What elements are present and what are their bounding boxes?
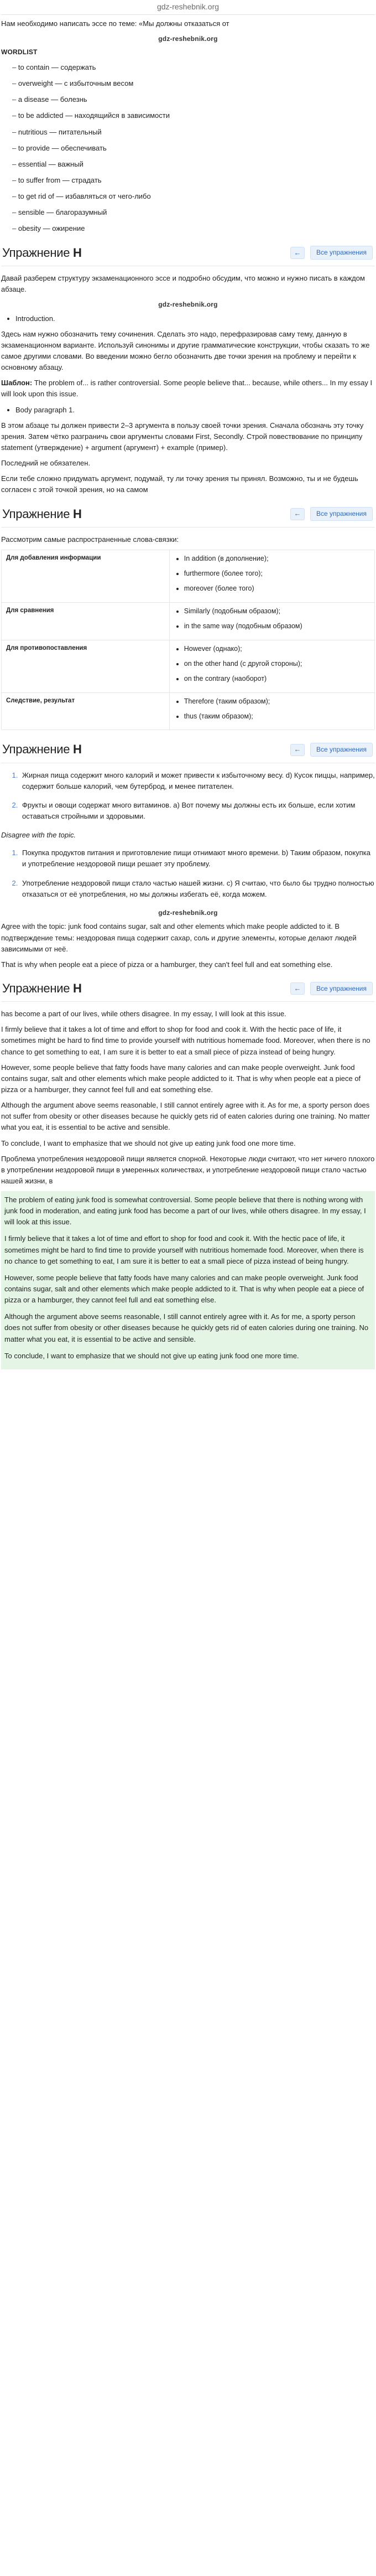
wordlist-item: – essential — важный [12, 159, 375, 170]
model-paragraph: The problem of eating junk food is somewhat controversial. Some people believe that there is nothing wrong with junk food in moderation, and eating junk food has become a part of our lives, while others disagree. In my essay, I will look at this issue. [4, 1196, 366, 1227]
list-item: • thus (таким образом); [184, 711, 370, 722]
exercise-nav [290, 507, 373, 521]
list-item: • However (однако); [184, 644, 370, 654]
wordlist-item: – to get rid of — избавляться от чего-либо [12, 191, 375, 202]
exercise-nav [290, 246, 373, 260]
exercise-title: Упражнение H [2, 245, 82, 260]
linking-words-table [1, 550, 375, 731]
arguments-list [20, 770, 375, 823]
table-category: Для противопоставления [2, 640, 170, 692]
exercise-nav [290, 743, 373, 757]
list-item: • moreover (более того) [184, 583, 370, 594]
body-heading: • Body paragraph 1. [15, 405, 375, 416]
model-paragraph: I firmly believe that it takes a lot of time and effort to shop for food and cook it. With the hectic pace of life, it sometimes might be hard to find time to provide yourself with nutritious homemade food. Moreover, when there is no chance to get something to eat, I am sure it is better to eat a small piece of pizza instead of being hungry. [4, 1234, 364, 1265]
list-item: • In addition (в дополнение); [184, 554, 370, 564]
list-item: 1. Покупка продуктов питания и приготовление пищи отнимают много времени. b) Таким образом, покупка и употребление нездоровой пищи решает эту проблему. [20, 847, 375, 870]
list-item: • Similarly (подобным образом); [184, 606, 370, 617]
wordlist-item: – to contain — содержать [12, 62, 375, 73]
links-intro: Рассмотрим самые распространенные слова-связки: [1, 535, 179, 544]
structure-paragraph: Здесь нам нужно обозначить тему сочинения. Сделать это надо, перефразировав саму тему, данную в экзаменационном варианте. Используй синонимы и другие грамматические конструкции, чтобы сказать то же самое другими словами. Во введении можно бегло обозначить две точки зрения на проблему и перейти к основному абзацу. [1, 329, 370, 372]
wordlist-item: – overweight — с избыточным весом [12, 78, 375, 89]
arguments-list [20, 847, 375, 900]
english-paragraph: That is why when people eat a piece of pizza or a hamburger, they can't feel full and eat something else. [1, 960, 333, 969]
prev-exercise-button[interactable]: ← [290, 508, 305, 520]
list-item: • furthermore (более того); [184, 568, 370, 579]
template-text: Шаблон: The problem of... is rather controversial. Some people believe that... because, while others... In my essay I will look upon this issue. [1, 379, 373, 399]
list-item: 2. Употребление нездоровой пищи стало частью нашей жизни. c) Я считаю, что было бы трудно полностью отказаться от её употребления, но мы должны избегать её, когда можем. [20, 878, 375, 900]
watermark: gdz-reshebnik.org [158, 300, 218, 308]
prev-exercise-button[interactable]: ← [290, 982, 305, 995]
model-answer [1, 1191, 375, 1369]
exercise-nav [290, 982, 373, 996]
table-cell [169, 692, 374, 730]
task-text: Нам необходимо написать эссе по теме: «Мы должны отказаться от [1, 19, 229, 28]
all-exercises-button[interactable]: Все упражнения [310, 246, 373, 260]
all-exercises-button[interactable]: Все упражнения [310, 743, 373, 757]
essay-paragraph: has become a part of our lives, while others disagree. In my essay, I will look at this issue. [1, 1010, 286, 1018]
english-paragraph: Agree with the topic: junk food contains sugar, salt and other elements which make people addicted to it. В подтверждение темы: нездоровая пища содержит сахар, соль и другие элементы, которые делают людей зависимыми от неё. [1, 922, 357, 953]
structure-paragraph: Если тебе сложно придумать аргумент, подумай, ту ли точку зрения ты принял. Возможно, ты и не будешь согласен с этой точкой зрения, но на самом [1, 474, 358, 494]
prev-exercise-button[interactable]: ← [290, 744, 305, 756]
exercise-title: Упражнение H [2, 981, 82, 995]
wordlist-heading: WORDLIST [1, 48, 38, 56]
wordlist [12, 62, 375, 235]
structure-list [15, 405, 375, 416]
exercise-title: Упражнение H [2, 506, 82, 521]
russian-paragraph: Проблема употребления нездоровой пищи является спорной. Некоторые люди считают, что нет ничего плохого в употреблении нездоровой пищи в умеренных количествах, и употребление нездоровой пищи стало частью нашей жизни, в [1, 1154, 375, 1185]
watermark: gdz-reshebnik.org [158, 34, 218, 43]
prev-exercise-button[interactable]: ← [290, 247, 305, 259]
disagree-heading: Disagree with the topic. [1, 831, 76, 840]
table-cell [169, 640, 374, 692]
structure-paragraph: Последний не обязателен. [1, 459, 91, 468]
exercise-bar [1, 737, 375, 763]
essay-paragraph: I firmly believe that it takes a lot of time and effort to shop for food and cook it. With the hectic pace of life, it sometimes might be hard to find time to provide yourself with nutritious homemade food. Moreover, when there is no chance to get something to eat, I am sure it is better to eat a small piece of pizza instead of being hungry. [1, 1025, 370, 1056]
table-category: Следствие, результат [2, 692, 170, 730]
list-item: • in the same way (подобным образом) [184, 621, 370, 632]
table-row [2, 692, 375, 730]
model-paragraph: Although the argument above seems reasonable, I still cannot entirely agree with it. As for me, a sporty person does not suffer from obesity or other diseases because he quickly gets rid of eaten calories during one training. No matter what you eat, it is essential to be active and sensible. [4, 1312, 369, 1343]
table-category: Для сравнения [2, 602, 170, 640]
wordlist-item: – to suffer from — страдать [12, 175, 375, 186]
list-item: • Therefore (таким образом); [184, 696, 370, 707]
exercise-bar [1, 501, 375, 527]
structure-intro: Давай разберем структуру экзаменационного эссе и подробно обсудим, что можно и нужно писать в каждом абзаце. [1, 273, 365, 293]
all-exercises-button[interactable]: Все упражнения [310, 982, 373, 996]
model-paragraph: To conclude, I want to emphasize that we should not give up eating junk food one more time. [4, 1351, 299, 1360]
exercise-bar [1, 976, 375, 1002]
table-cell [169, 550, 374, 602]
structure-list [15, 313, 375, 324]
all-exercises-button[interactable]: Все упражнения [310, 507, 373, 521]
structure-paragraph: В этом абзаце ты должен привести 2–3 аргумента в пользу своей точки зрения. Сначала обозначь эту точку зрения. Затем чётко разграничь свои аргументы словами First, Secondly. Строй повествование по принципу statement (утверждение) + argument (аргумент) + example (пример). [1, 421, 364, 452]
wordlist-item: – a disease — болезнь [12, 94, 375, 105]
table-row [2, 602, 375, 640]
essay-paragraph: However, some people believe that fatty foods have many calories and can make people overweight. Junk food contains sugar, salt and other elements which make people addicted to it. That is why when people eat a piece of pizza or a hamburger, they cannot feel full and eat something else. [1, 1063, 361, 1094]
wordlist-item: – to be addicted — находящийся в зависимости [12, 110, 375, 121]
wordlist-item: – obesity — ожирение [12, 223, 375, 234]
list-item: 1. Жирная пища содержит много калорий и может привести к избыточному весу. d) Кусок пиццы, например, содержит больше калорий, чем бутерброд, и менее питателен. [20, 770, 375, 792]
table-category: Для добавления информации [2, 550, 170, 602]
essay-paragraph: Although the argument above seems reasonable, I still cannot entirely agree with it. As for me, a sporty person does not suffer from obesity or other diseases because he quickly gets rid of eaten calories during one training. No matter what you eat, it is essential to be active and sensible. [1, 1101, 370, 1132]
wordlist-item: – sensible — благоразумный [12, 207, 375, 218]
intro-heading: • Introduction. [15, 313, 375, 324]
table-cell [169, 602, 374, 640]
watermark: gdz-reshebnik.org [158, 908, 218, 917]
list-item: • on the contrary (наоборот) [184, 674, 370, 684]
wordlist-item: – nutritious — питательный [12, 127, 375, 138]
essay-paragraph: To conclude, I want to emphasize that we should not give up eating junk food one more time. [1, 1139, 296, 1147]
list-item: 2. Фрукты и овощи содержат много витаминов. a) Вот почему мы должны есть их больше, если хотим оставаться стройными и здоровыми. [20, 800, 375, 822]
table-row [2, 550, 375, 602]
exercise-title: Упражнение H [2, 742, 82, 757]
table-row [2, 640, 375, 692]
exercise-bar [1, 240, 375, 266]
page-url: gdz-reshebnik.org [1, 1, 375, 15]
wordlist-item: – to provide — обеспечивать [12, 143, 375, 154]
model-paragraph: However, some people believe that fatty foods have many calories and can make people overweight. Junk food contains sugar, salt and other elements which make people addicted to it. That is why when people eat a piece of pizza or a hamburger, they cannot feel full and eat something else. [4, 1273, 364, 1305]
list-item: • on the other hand (с другой стороны); [184, 659, 370, 669]
